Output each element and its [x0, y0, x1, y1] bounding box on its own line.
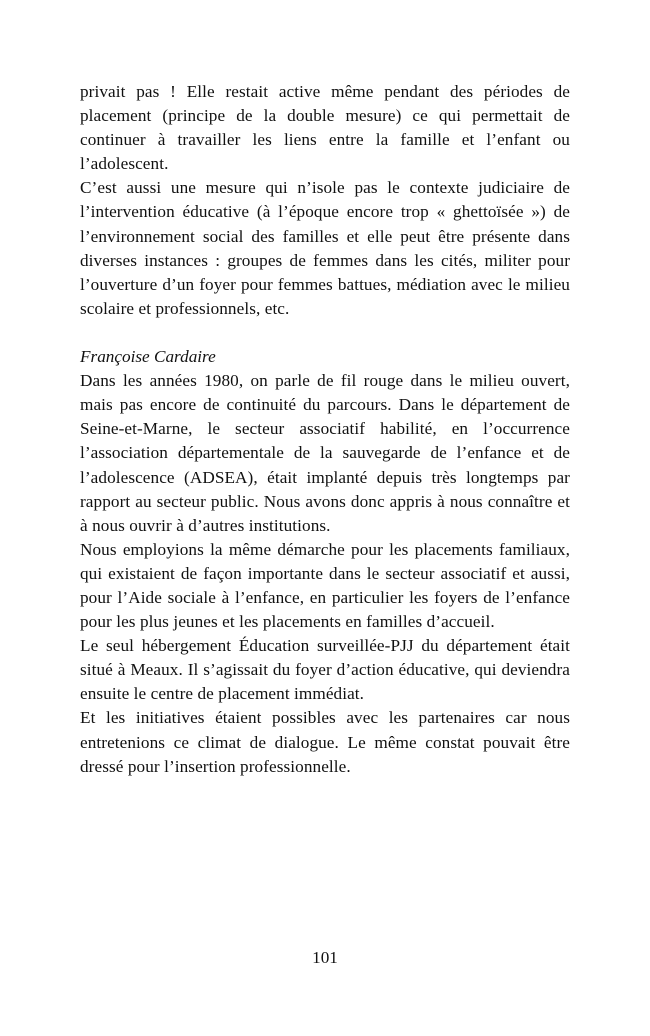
speaker-name-heading: Françoise Cardaire — [80, 347, 216, 367]
page-number: 101 — [312, 948, 338, 967]
paragraph-initiatives-partenaires: Et les initiatives étaient possibles avec les partenaires car nous entretenions ce climat de dialogue. Le même constat pouvait être dressé pour l’insertion professionnelle. — [80, 708, 570, 776]
paragraph-annees-1980: Dans les années 1980, on parle de fil rouge dans le milieu ouvert, mais pas encore de continuité du parcours. Dans le département de Seine-et-Marne, le secteur associatif habilité, en l’occurrence l’association départementale de la sauvegarde de l’enfance et de l’adolescence (ADSEA), était implanté depuis très longtemps par rapport au secteur public. Nous avons donc appris à nous connaître et à nous ouvrir à d’autres institutions. — [80, 371, 570, 535]
page-text-block — [80, 80, 570, 779]
paragraph-mesure-contexte-judiciaire: C’est aussi une mesure qui n’isole pas le contexte judiciaire de l’intervention éducative (à l’époque encore trop « ghettoïsée ») de l’environnement social des familles et elle peut être présente dans diverses instances : groupes de femmes dans les cités, militer pour l’ouverture d’un foyer pour femmes battues, médiation avec le milieu scolaire et professionnels, etc. — [80, 178, 570, 318]
paragraph-spacer — [80, 321, 570, 345]
paragraph-placements-familiaux: Nous employions la même démarche pour les placements familiaux, qui existaient de façon importante dans le secteur associatif et aussi, pour l’Aide sociale à l’enfance, en particulier les foyers de l’enfance pour les plus jeunes et les placements en familles d’accueil. — [80, 539, 570, 632]
paragraph-hebergement-meaux: Le seul hébergement Éducation surveillée-PJJ du département était situé à Meaux. Il s’agissait du foyer d’action éducative, qui deviendra ensuite le centre de placement immédiat. — [80, 636, 570, 704]
paragraph-continuation: privait pas ! Elle restait active même pendant des périodes de placement (principe de la double mesure) ce qui permettait de continuer à travailler les liens entre la famille et l’enfant ou l’adolescent. — [80, 82, 570, 174]
